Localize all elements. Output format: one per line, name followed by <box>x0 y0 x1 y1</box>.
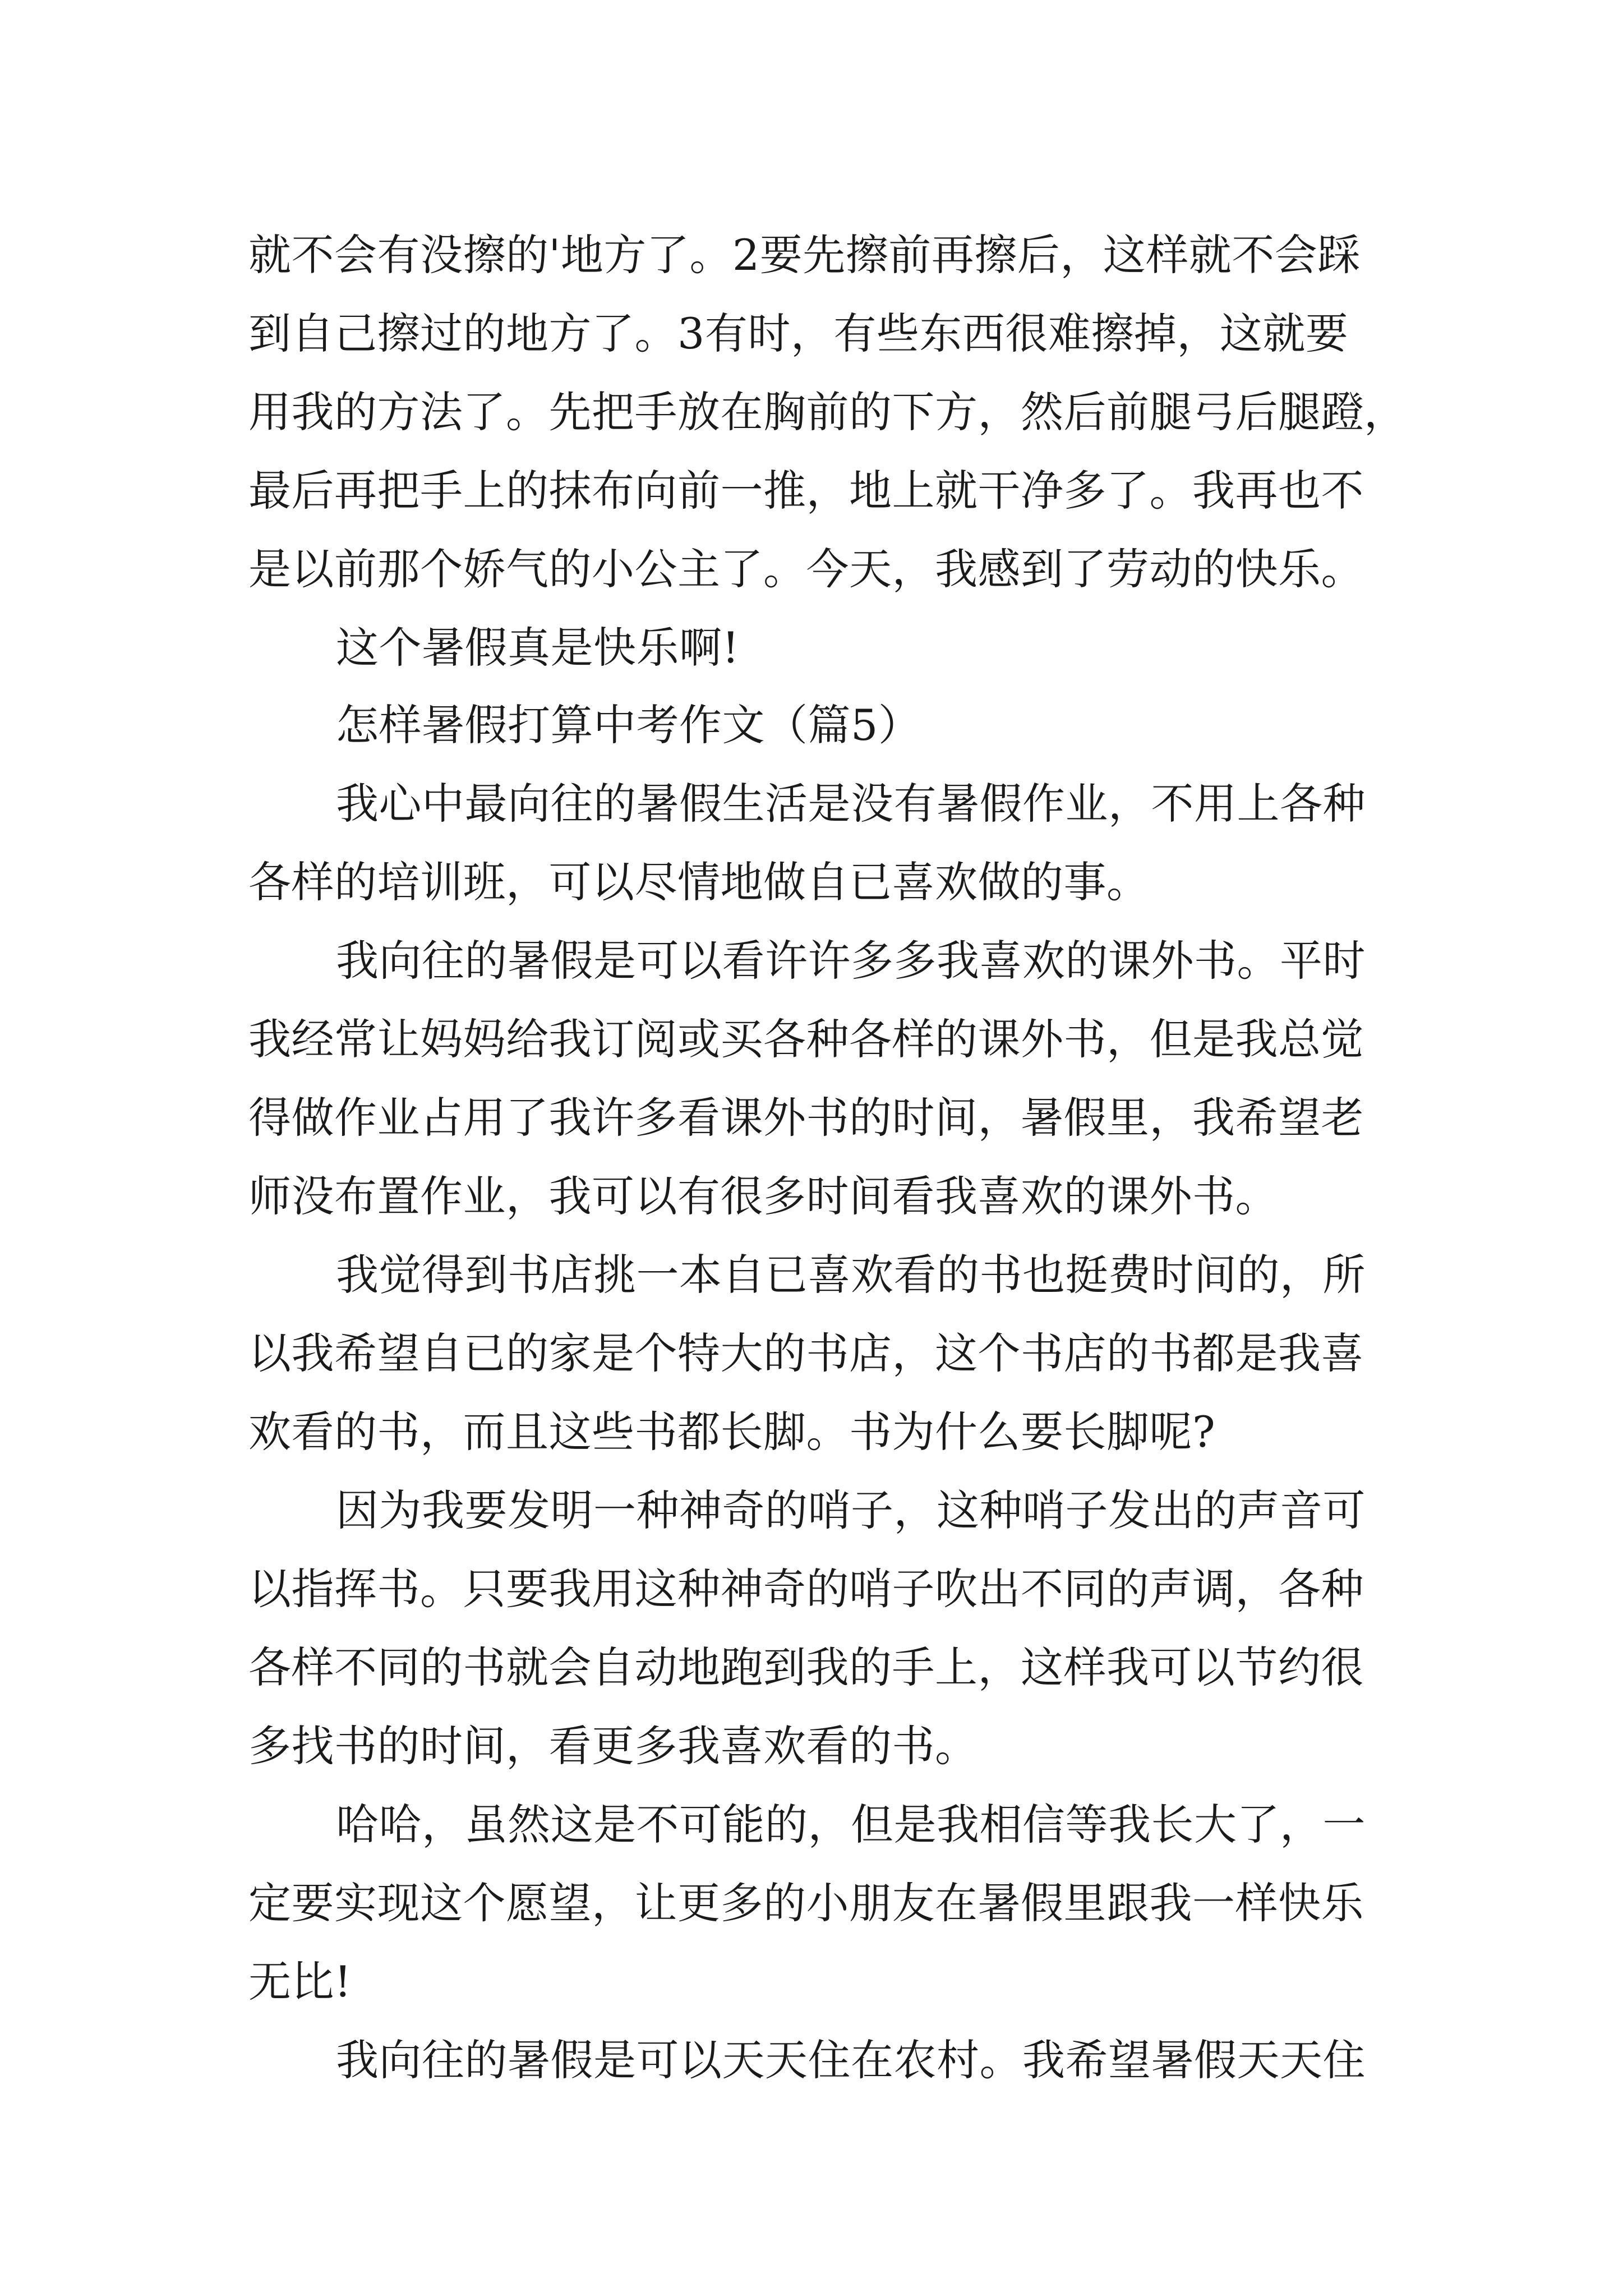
paragraph-line: 师没布置作业，我可以有很多时间看我喜欢的课外书。 <box>248 1171 1278 1221</box>
paragraph-line: 多找书的时间，看更多我喜欢看的书。 <box>248 1721 978 1771</box>
paragraph-line: 定要实现这个愿望，让更多的小朋友在暑假里跟我一样快乐 <box>248 1878 1364 1928</box>
paragraph-line: 因为我要发明一种神奇的哨子，这种哨子发出的声音可 <box>336 1485 1366 1535</box>
paragraph-line: 我向往的暑假是可以看许许多多我喜欢的课外书。平时 <box>336 936 1366 986</box>
paragraph-line: 到自己擦过的地方了。3有时，有些东西很难擦掉，这就要 <box>248 309 1349 358</box>
paragraph-line: 这个暑假真是快乐啊! <box>336 623 740 673</box>
paragraph-line: 以指挥书。只要我用这种神奇的哨子吹出不同的声调，各种 <box>248 1564 1364 1614</box>
paragraph-line: 各样不同的书就会自动地跑到我的手上，这样我可以节约很 <box>248 1642 1364 1692</box>
paragraph-line: 无比! <box>248 1957 352 2007</box>
paragraph-line: 得做作业占用了我许多看课外书的时间，暑假里，我希望老 <box>248 1093 1364 1143</box>
paragraph-line: 我向往的暑假是可以天天住在农村。我希望暑假天天住 <box>336 2035 1366 2085</box>
paragraph-line: 以我希望自已的家是个特大的书店，这个书店的书都是我喜 <box>248 1328 1364 1378</box>
paragraph-line: 我心中最向往的暑假生活是没有暑假作业，不用上各种 <box>336 779 1366 829</box>
paragraph-line: 各样的培训班，可以尽情地做自已喜欢做的事。 <box>248 857 1150 907</box>
paragraph-line: 我经常让妈妈给我订阅或买各种各样的课外书，但是我总觉 <box>248 1014 1364 1064</box>
paragraph-line: 哈哈，虽然这是不可能的，但是我相信等我长大了，一 <box>336 1800 1366 1849</box>
paragraph-line: 是以前那个娇气的小公主了。今天，我感到了劳动的快乐。 <box>248 544 1364 594</box>
paragraph-line: 最后再把手上的抹布向前一推，地上就干净多了。我再也不 <box>248 466 1364 516</box>
paragraph-line: 用我的方法了。先把手放在胸前的下方，然后前腿弓后腿蹬， <box>248 387 1407 437</box>
paragraph-line: 我觉得到书店挑一本自已喜欢看的书也挺费时间的，所 <box>336 1250 1366 1300</box>
paragraph-line: 就不会有没擦的'地方了。2要先擦前再擦后，这样就不会踩 <box>248 230 1361 280</box>
section-heading: 怎样暑假打算中考作文（篇5） <box>336 700 921 750</box>
paragraph-line: 欢看的书，而且这些书都长脚。书为什么要长脚呢? <box>248 1407 1216 1457</box>
